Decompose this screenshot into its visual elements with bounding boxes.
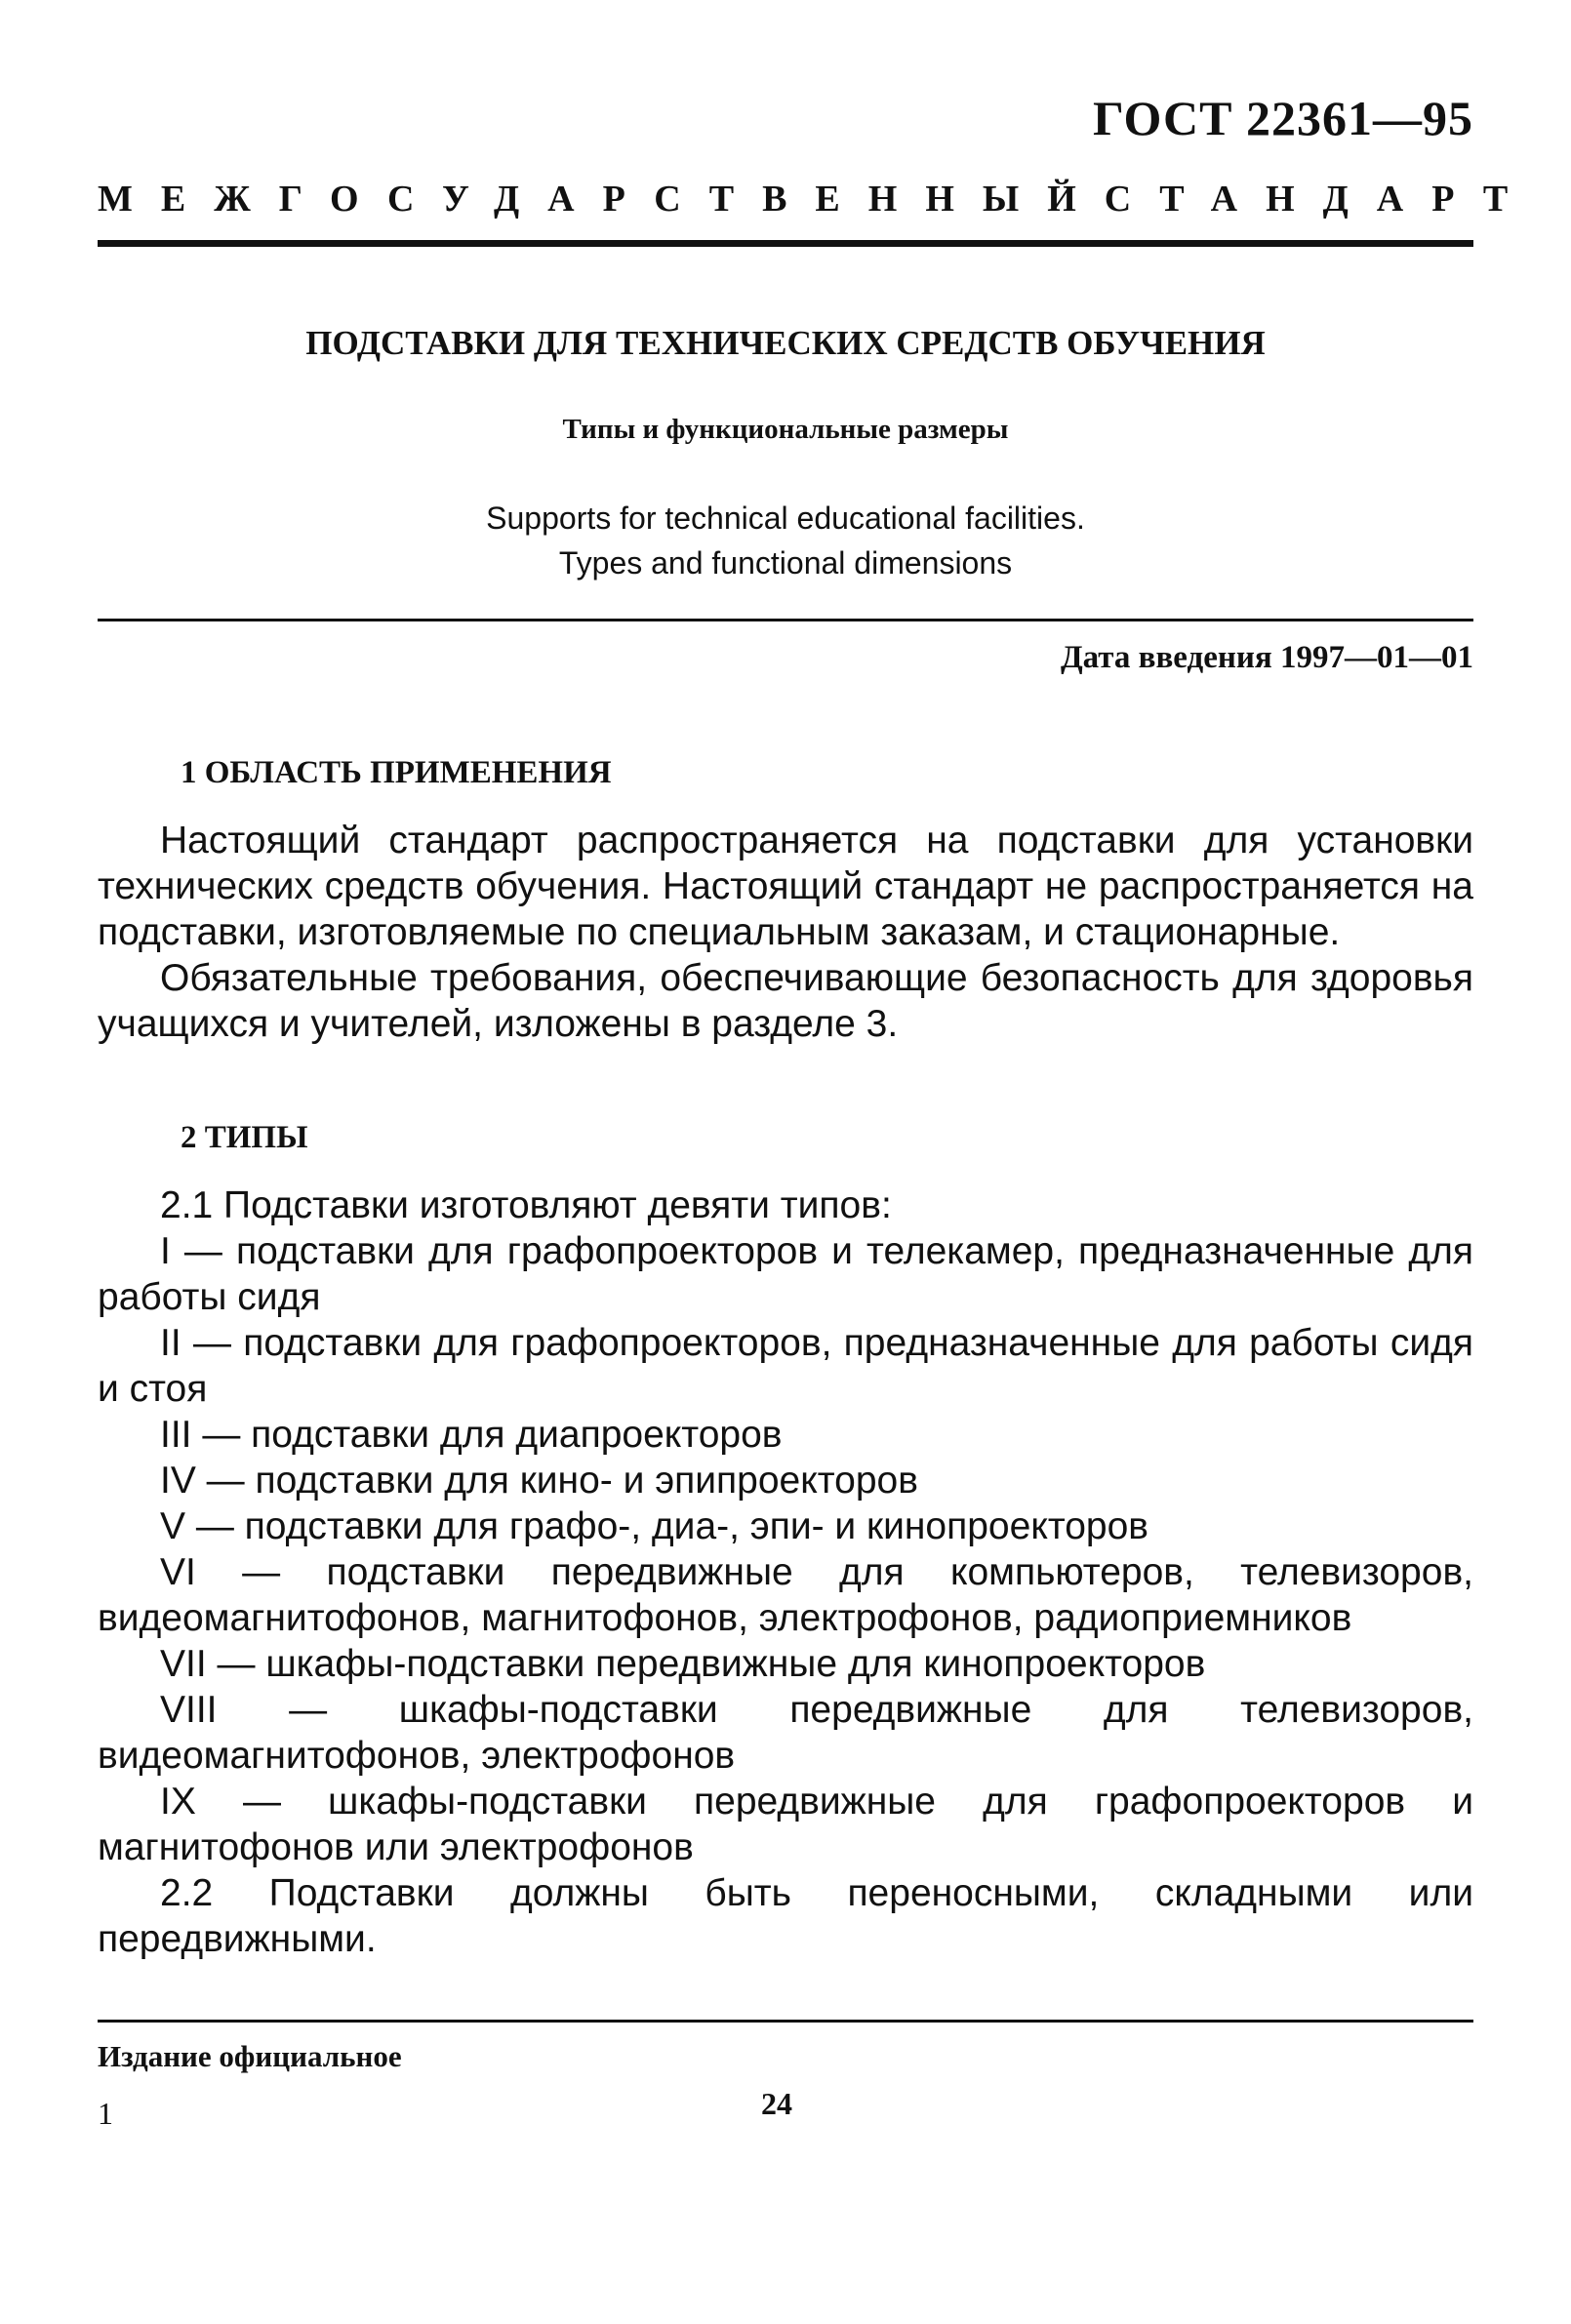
type-item-8: VIII — шкафы-подставки передвижные для телевизоров, видеомагнитофонов, электрофонов xyxy=(98,1689,1473,1777)
section-1-paragraph-1: Настоящий стандарт распространяется на подставки для установки технических средств обучения. Настоящий стандарт не распространяется на подставки, изготовляемые по специальным заказам, и стационарные. xyxy=(98,820,1473,953)
type-item-4: IV — подставки для кино- и эпипроекторов xyxy=(160,1460,918,1502)
footer-sheet-marker: 1 xyxy=(98,2096,113,2131)
document-subtitle: Типы и функциональные размеры xyxy=(562,414,1009,445)
official-edition-label: Издание официальное xyxy=(98,2039,402,2073)
section-1-paragraph-2: Обязательные требования, обеспечивающие безопасность для здоровья учащихся и учителей, изложены в разделе 3. xyxy=(98,957,1473,1045)
section-2-body xyxy=(98,1182,1473,1962)
section-2-intro: 2.1 Подставки изготовляют девяти типов: xyxy=(160,1184,892,1226)
type-item-1: I — подставки для графопроекторов и телекамер, предназначенные для работы сидя xyxy=(98,1230,1473,1318)
section-1-heading: 1 ОБЛАСТЬ ПРИМЕНЕНИЯ xyxy=(181,755,612,790)
header-rule xyxy=(98,240,1473,247)
type-item-2: II — подставки для графопроекторов, предназначенные для работы сидя и стоя xyxy=(98,1322,1473,1410)
gost-number: ГОСТ 22361—95 xyxy=(1092,91,1473,145)
standard-banner xyxy=(98,178,1537,220)
section-2-heading: 2 ТИПЫ xyxy=(181,1120,308,1155)
document-title: ПОДСТАВКИ ДЛЯ ТЕХНИЧЕСКИХ СРЕДСТВ ОБУЧЕНИЯ xyxy=(305,324,1266,362)
clause-2-2: 2.2 Подставки должны быть переносными, складными или передвижными. xyxy=(98,1872,1473,1960)
type-item-3: III — подставки для диапроекторов xyxy=(160,1414,783,1456)
english-title-line-1: Supports for technical educational facilities. xyxy=(486,501,1085,536)
page-number: 24 xyxy=(761,2086,792,2121)
type-item-9: IX — шкафы-подставки передвижные для графопроекторов и магнитофонов или электрофонов xyxy=(98,1781,1473,1868)
title-rule xyxy=(98,619,1473,621)
type-item-6: VI — подставки передвижные для компьютеров, телевизоров, видеомагнитофонов, магнитофонов, электрофонов, радиоприемников xyxy=(98,1551,1473,1639)
footer-rule xyxy=(98,2020,1473,2023)
english-title-line-2: Types and functional dimensions xyxy=(558,545,1013,581)
banner-word-standard: СТАНДАРТ xyxy=(1104,179,1537,220)
english-title xyxy=(98,496,1473,585)
section-1-body xyxy=(98,818,1473,1047)
type-item-7: VII — шкафы-подставки передвижные для кинопроекторов xyxy=(160,1643,1206,1685)
introduction-date: Дата введения 1997—01—01 xyxy=(1060,640,1473,675)
type-item-5: V — подставки для графо-, диа-, эпи- и кинопроекторов xyxy=(160,1505,1149,1547)
banner-word-interstate: МЕЖГОСУДАРСТВЕННЫЙ xyxy=(98,179,1105,220)
